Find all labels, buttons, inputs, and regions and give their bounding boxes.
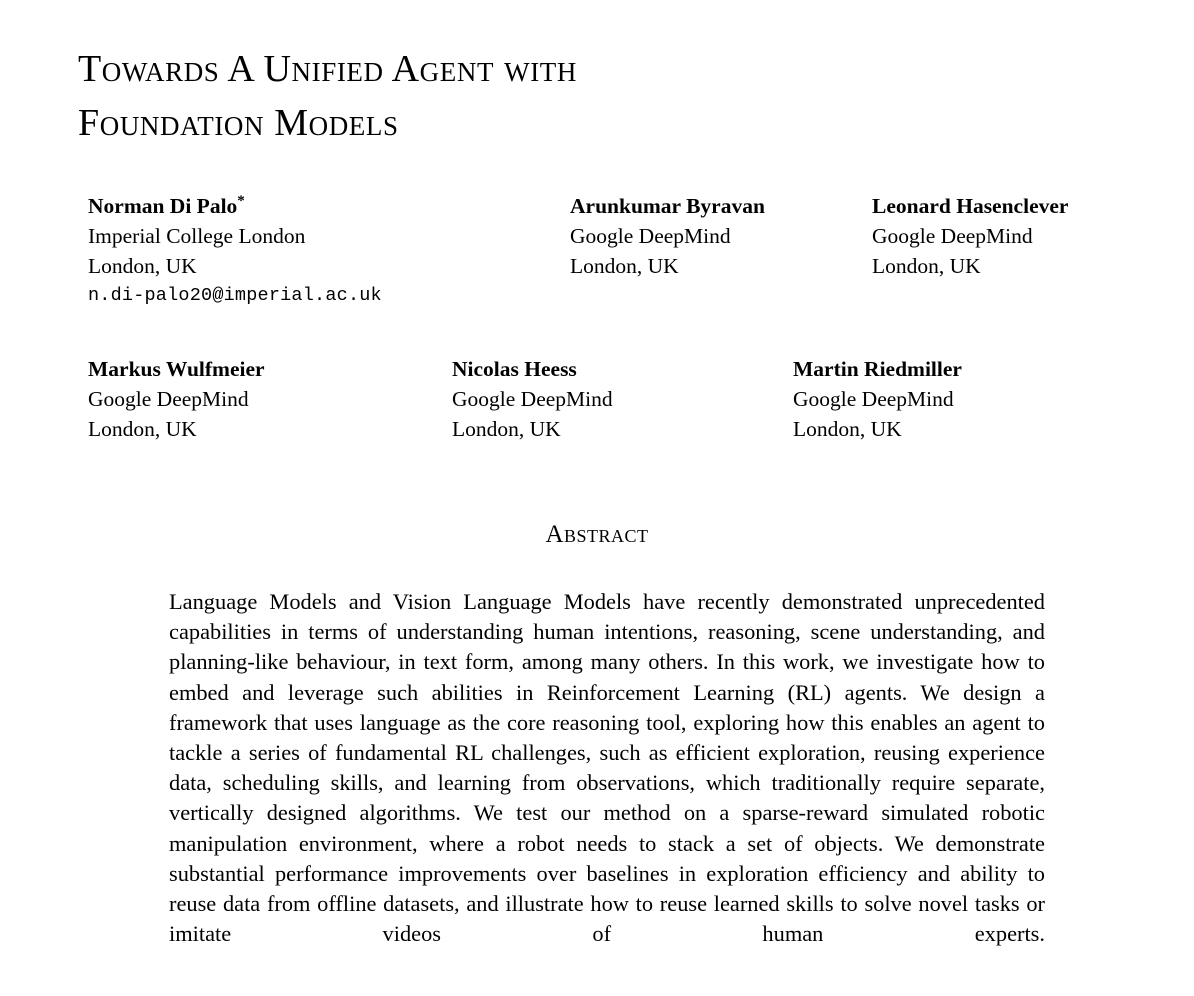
author-affiliation: Google DeepMind — [872, 224, 1033, 248]
author-footnote-marker: * — [237, 192, 245, 209]
title-line-1: Towards A Unified Agent with — [78, 48, 577, 90]
abstract-paragraph: Language Models and Vision Language Models have recently demonstrated unprecedented capabilities in terms of understanding human intentions, reasoning, scene understanding, and planning-like behaviour, in text form, among many others. In this work, we investigate how to embed and leverage such abilities in Reinforcement Learning (RL) agents. We design a framework that uses language as the core reasoning tool, exploring how this enables an agent to tackle a series of fundamental RL challenges, such as efficient exploration, reusing experience data, scheduling skills, and learning from observations, which traditionally require separate, vertically designed algorithms. We test our method on a sparse-reward simulated robotic manipulation environment, where a robot needs to stack a set of objects. We demonstrate substantial performance improvements over baselines in exploration efficiency and ability to reuse data from offline datasets, and illustrate how to reuse learned skills to solve novel tasks or imitate videos of human experts. — [169, 589, 1045, 947]
author-affiliation: Google DeepMind — [570, 224, 731, 248]
author-block-leonard-hasenclever — [872, 192, 1068, 281]
author-block-markus-wulfmeier — [88, 355, 265, 444]
author-name-text: Arunkumar Byravan — [570, 194, 765, 218]
abstract-body — [169, 587, 1045, 949]
author-affiliation: Google DeepMind — [452, 387, 613, 411]
author-block-norman-di-palo — [88, 192, 382, 311]
page-title — [78, 42, 1118, 150]
author-affiliation: Imperial College London — [88, 224, 306, 248]
author-block-nicolas-heess — [452, 355, 613, 444]
abstract-heading: Abstract — [545, 521, 649, 548]
author-row-2 — [0, 355, 1100, 455]
author-name-text: Martin Riedmiller — [793, 357, 962, 381]
author-block-arunkumar-byravan — [570, 192, 765, 281]
author-name-text: Norman Di Palo — [88, 194, 238, 218]
author-affiliation: Google DeepMind — [88, 387, 249, 411]
author-name-text: Nicolas Heess — [452, 357, 577, 381]
author-affiliation: Google DeepMind — [793, 387, 954, 411]
title-line-2: Foundation Models — [78, 102, 399, 144]
author-name — [872, 192, 1068, 221]
author-location: London, UK — [872, 254, 981, 278]
author-row-1 — [0, 192, 1100, 312]
author-block-martin-riedmiller — [793, 355, 962, 444]
author-name — [570, 192, 765, 221]
author-name — [88, 192, 382, 221]
author-location: London, UK — [88, 254, 197, 278]
author-name-text: Leonard Hasenclever — [872, 194, 1069, 218]
author-name-text: Markus Wulfmeier — [88, 357, 265, 381]
author-location: London, UK — [88, 417, 197, 441]
author-location: London, UK — [793, 417, 902, 441]
author-email[interactable]: n.di-palo20@imperial.ac.uk — [88, 285, 382, 306]
author-name — [88, 355, 265, 384]
author-name — [793, 355, 962, 384]
author-name — [452, 355, 613, 384]
author-location: London, UK — [452, 417, 561, 441]
author-location: London, UK — [570, 254, 679, 278]
